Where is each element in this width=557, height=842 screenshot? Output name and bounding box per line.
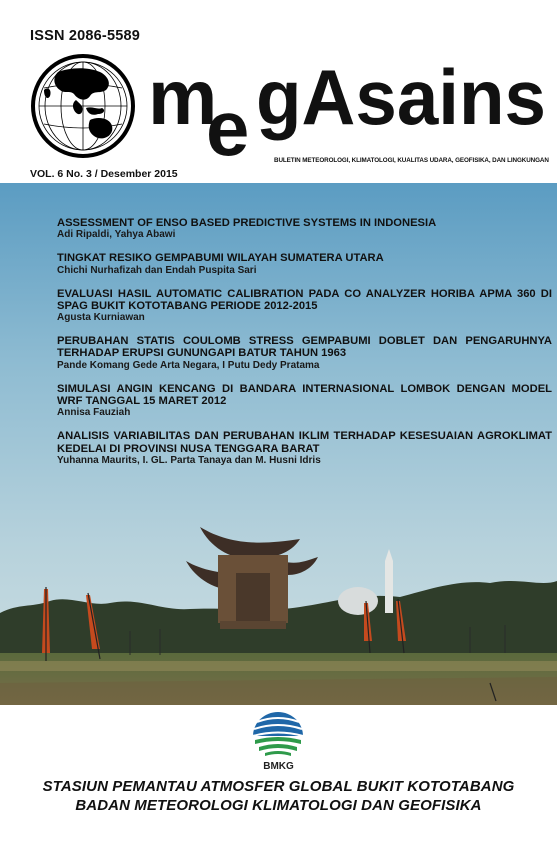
article-title: ASSESSMENT OF ENSO BASED PREDICTIVE SYSTEMS IN INDONESIA	[57, 217, 437, 229]
article-item	[57, 252, 552, 276]
article-authors: Pande Komang Gede Arta Negara, I Putu Dedy Pratama	[57, 359, 320, 371]
article-item	[57, 383, 552, 420]
article-title: PERUBAHAN STATIS COULOMB STRESS GEMPABUMI DOBLET DAN PENGARUHNYA TERHADAP ERUPSI GUNUNGAPI BATUR TAHUN 1963	[57, 335, 552, 360]
globe-logo-icon	[28, 50, 138, 162]
article-authors: Yuhanna Maurits, I. GL. Parta Tanaya dan M. Husni Idris	[57, 454, 321, 466]
bmkg-label: BMKG	[263, 761, 294, 772]
title-letter-m: m	[148, 53, 218, 141]
article-authors: Annisa Fauziah	[57, 407, 131, 419]
article-item	[57, 335, 552, 372]
volume-label: VOL. 6 No. 3 / Desember 2015	[30, 168, 178, 180]
article-title: SIMULASI ANGIN KENCANG DI BANDARA INTERNASIONAL LOMBOK DENGAN MODEL WRF TANGGAL 15 MARET 2012	[57, 382, 552, 408]
article-title: TINGKAT RESIKO GEMPABUMI WILAYAH SUMATERA UTARA	[57, 252, 384, 265]
institution-line-1: STASIUN PEMANTAU ATMOSFER GLOBAL BUKIT KOTOTABANG	[42, 778, 515, 795]
article-title: EVALUASI HASIL AUTOMATIC CALIBRATION PADA CO ANALYZER HORIBA APMA 360 DI SPAG BUKIT KOTOTABANG PERIODE 2012-2015	[57, 287, 552, 312]
article-item	[57, 217, 552, 241]
institution-line-2: BADAN METEOROLOGI KLIMATOLOGI DAN GEOFISIKA	[75, 797, 482, 814]
journal-subtitle: BULETIN METEOROLOGI, KLIMATOLOGI, KUALITAS UDARA, GEOFISIKA, DAN LINGKUNGAN	[274, 157, 549, 164]
journal-title	[148, 52, 548, 162]
title-letter-e: e	[206, 84, 250, 162]
bmkg-logo-icon	[251, 710, 305, 760]
article-authors: Adi Ripaldi, Yahya Abawi	[57, 229, 176, 241]
article-item	[57, 288, 552, 325]
article-title: ANALISIS VARIABILITAS DAN PERUBAHAN IKLIM TERHADAP KESESUAIAN AGROKLIMAT KEDELAI DI PROVINSI NUSA TENGGARA BARAT	[57, 430, 552, 455]
title-rest: gAsains	[256, 53, 546, 141]
article-authors: Agusta Kurniawan	[57, 312, 145, 324]
issn-label: ISSN 2086-5589	[30, 28, 141, 44]
article-list	[57, 217, 552, 478]
article-item	[57, 430, 552, 467]
article-authors: Chichi Nurhafizah dan Endah Puspita Sari	[57, 264, 257, 276]
